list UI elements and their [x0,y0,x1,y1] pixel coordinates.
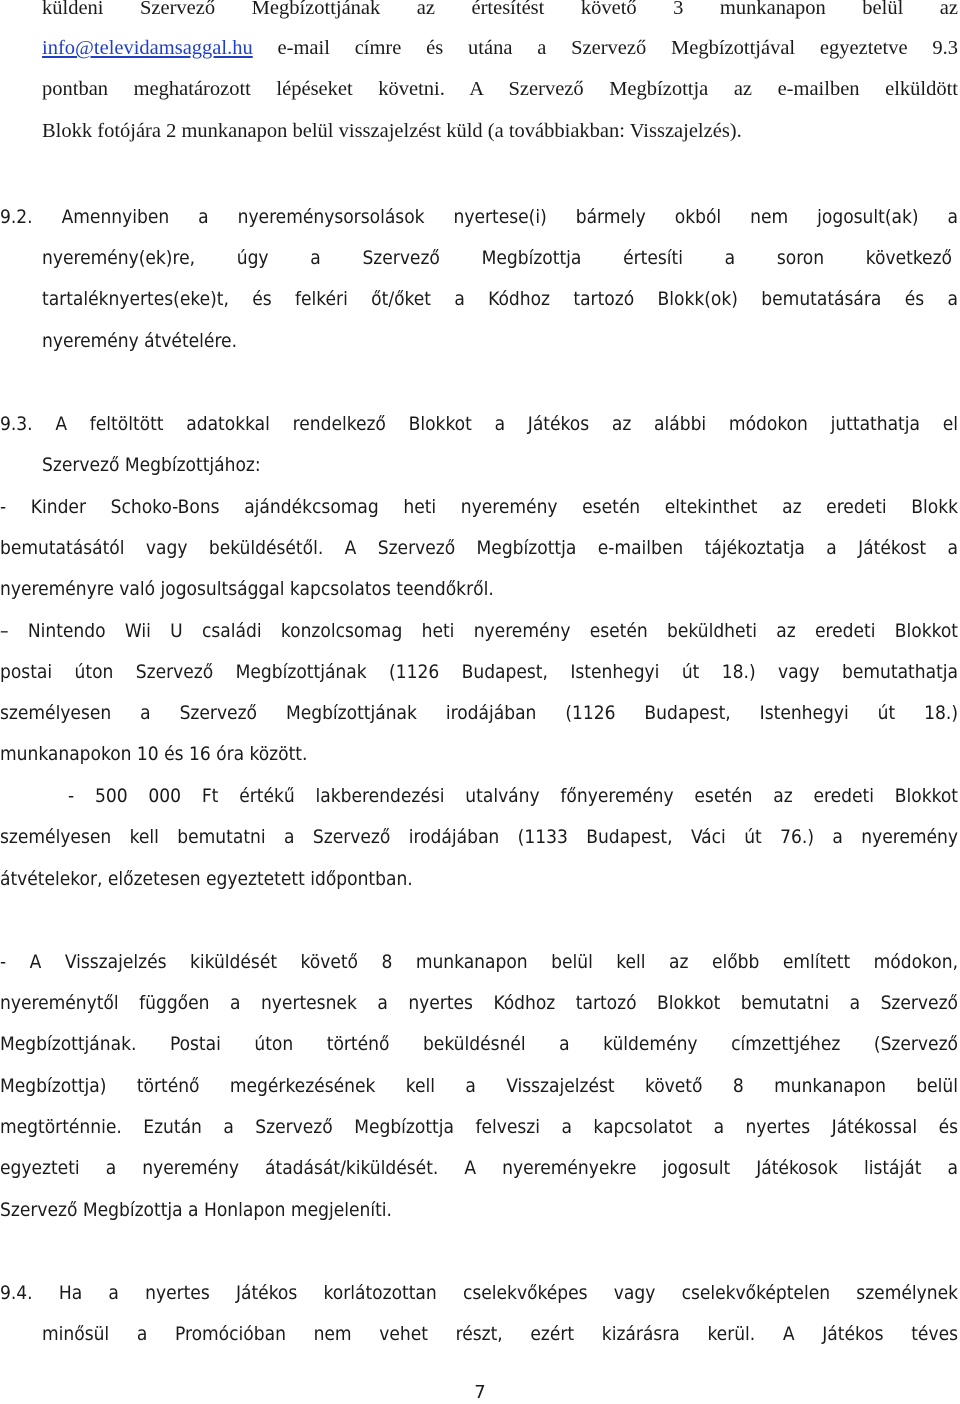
section-9-3-line-1: 9.3. A feltöltött adatokkal rendelkező Blokkot a Játékos az alábbi módokon juttathatja el [0,413,958,435]
section-9-3-line-5: nyereményre való jogosultsággal kapcsolatos teendőkről. [0,578,494,600]
section-9-4-line-2: minősül a Promócióban nem vehet részt, ezért kizárásra kerül. A Játékos téves [42,1323,958,1345]
page-number: 7 [474,1382,486,1403]
section-9-3-line-10: - 500 000 Ft értékű lakberendezési utalvány főnyeremény esetén az eredeti Blokkot [68,785,958,807]
paragraph-4-line-3: Megbízottjának. Postai úton történő beküldésnél a küldemény címzettjéhez (Szervező [0,1033,958,1055]
paragraph-4-line-6: egyezteti a nyeremény átadását/kiküldését. A nyereményekre jogosult Játékosok listáját a [0,1157,958,1179]
section-9-2-line-2: nyeremény(ek)re, úgy a Szervező Megbízottja értesíti a soron következő [42,247,952,269]
section-9-3-line-6: – Nintendo Wii U családi konzolcsomag heti nyeremény esetén beküldheti az eredeti Blokkot [0,620,958,642]
section-9-3-line-7: postai úton Szervező Megbízottjának (1126 Budapest, Istenhegyi út 18.) vagy bemutathatja [0,661,958,683]
paragraph-1-line-3: pontban meghatározott lépéseket követni. A Szervező Megbízottja az e-mailben elküldött [42,78,958,100]
paragraph-4-line-2: nyereménytől függően a nyertesnek a nyertes Kódhoz tartozó Blokkot bemutatni a Szervező [0,992,958,1014]
paragraph-1-line-2 [42,34,958,62]
section-9-2-line-4: nyeremény átvételére. [42,330,237,352]
paragraph-1-line-1: küldeni Szervező Megbízottjának az értesítést követő 3 munkanapon belül az [42,0,958,19]
paragraph-4-line-5: megtörténnie. Ezután a Szervező Megbízottja felveszi a kapcsolatot a nyertes Játékossal és [0,1116,958,1138]
paragraph-4-line-1: - A Visszajelzés kiküldését követő 8 munkanapon belül kell az előbb említett módokon, [0,951,958,973]
section-9-3-line-11: személyesen kell bemutatni a Szervező irodájában (1133 Budapest, Váci út 76.) a nyeremény [0,826,958,848]
section-9-3-line-3: - Kinder Schoko-Bons ajándékcsomag heti nyeremény esetén eltekinthet az eredeti Blokk [0,496,958,518]
section-9-3-line-2: Szervező Megbízottjához: [42,454,261,476]
paragraph-1-line-2-text: e-mail címre és utána a Szervező Megbízottjával egyeztetve 9.3 [252,37,958,59]
section-9-3-line-12: átvételekor, előzetesen egyeztetett időpontban. [0,868,413,890]
email-link[interactable]: info@televidamsaggal.hu [42,37,253,59]
paragraph-1-line-4: Blokk fotójára 2 munkanapon belül visszajelzést küld (a továbbiakban: Visszajelzés). [42,120,742,142]
paragraph-4-line-4: Megbízottja) történő megérkezésének kell a Visszajelzést követő 8 munkanapon belül [0,1075,958,1097]
paragraph-4-line-7: Szervező Megbízottja a Honlapon megjeleníti. [0,1199,392,1221]
section-9-4-line-1: 9.4. Ha a nyertes Játékos korlátozottan cselekvőképes vagy cselekvőképtelen személynek [0,1282,958,1304]
section-9-3-line-4: bemutatásától vagy beküldésétől. A Szervező Megbízottja e-mailben tájékoztatja a Játékost a [0,537,958,559]
section-9-3-line-9: munkanapokon 10 és 16 óra között. [0,743,308,765]
section-9-3-line-8: személyesen a Szervező Megbízottjának irodájában (1126 Budapest, Istenhegyi út 18.) [0,702,958,724]
section-9-2-line-3: tartaléknyertes(eke)t, és felkéri őt/őket a Kódhoz tartozó Blokk(ok) bemutatására és a [42,288,958,310]
section-9-2-line-1: 9.2. Amennyiben a nyereménysorsolások nyertese(i) bármely okból nem jogosult(ak) a [0,206,958,228]
